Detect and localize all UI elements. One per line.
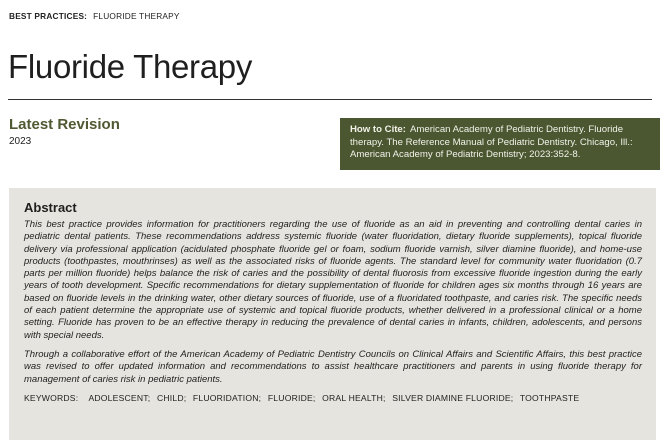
citation-label: How to Cite: [350,124,406,135]
keyword: FLUORIDE; [267,392,316,403]
title-divider [8,99,652,100]
keyword: ADOLESCENT; [88,392,151,403]
abstract-heading: Abstract [24,200,77,215]
citation-text: American Academy of Pediatric Dentistry. Fluoride therapy. The Reference Manual of Pediatric Dentistry. Chicago, Ill.: American Academy of Pediatric Dentistry; 2023:352-8. [350,124,633,161]
keyword: FLUORIDATION; [192,392,262,403]
keyword: ORAL HEALTH; [322,392,386,403]
revision-heading: Latest Revision [9,116,120,133]
keywords-label: KEYWORDS: [24,392,79,403]
revision-year: 2023 [9,136,32,147]
section-kicker [9,11,180,21]
page-title: Fluoride Therapy [8,48,253,85]
citation-box [340,118,660,170]
abstract-paragraph: Through a collaborative effort of the American Academy of Pediatric Dentistry Councils on Clinical Affairs and Scientific Affairs, this best practice was revised to offer updated information and recommendations to assist healthcare practitioners and parents in using fluoride therapy for management of caries risk in pediatric patients. [24,348,642,385]
abstract-paragraph: This best practice provides information for practitioners regarding the use of fluoride as an aid in preventing and controlling dental caries in pediatric dental patients. These recommendations address systemic fluoride (water fluoridation, dietary fluoride supplements), topical fluoride delivery via professional application (acidulated phosphate fluoride gel or foam, sodium fluoride varnish, silver diamine fluoride), and home-use products (toothpastes, mouthrinses) as well as the associated risks of fluoride agents. The standard level for community water fluoridation (0.7 parts per million fluoride) helps balance the risk of caries and the possibility of dental fluorosis from excessive fluoride ingestion during the early years of tooth development. Specific recommendations for dietary supplementation of fluoride for children ages six months through 16 years are based on fluoride levels in the drinking water, other dietary sources of fluoride, use of a fluoridated toothpaste, and caries risk. The specific needs of each patient determine the appropriate use of systemic and topical fluoride products, whether delivered in a professional clinical or a home setting. Fluoride has proven to be an effective therapy in reducing the prevalence of dental caries in infants, children, adolescents, and persons with special needs. [24,219,642,341]
keyword: SILVER DIAMINE FLUORIDE; [392,392,514,403]
abstract-panel [9,188,656,440]
kicker-value: FLUORIDE THERAPY [93,11,180,21]
keyword: CHILD; [156,392,187,403]
keyword: TOOTHPASTE [519,392,580,403]
kicker-label: BEST PRACTICES: [9,11,88,21]
keywords-line [24,393,642,403]
